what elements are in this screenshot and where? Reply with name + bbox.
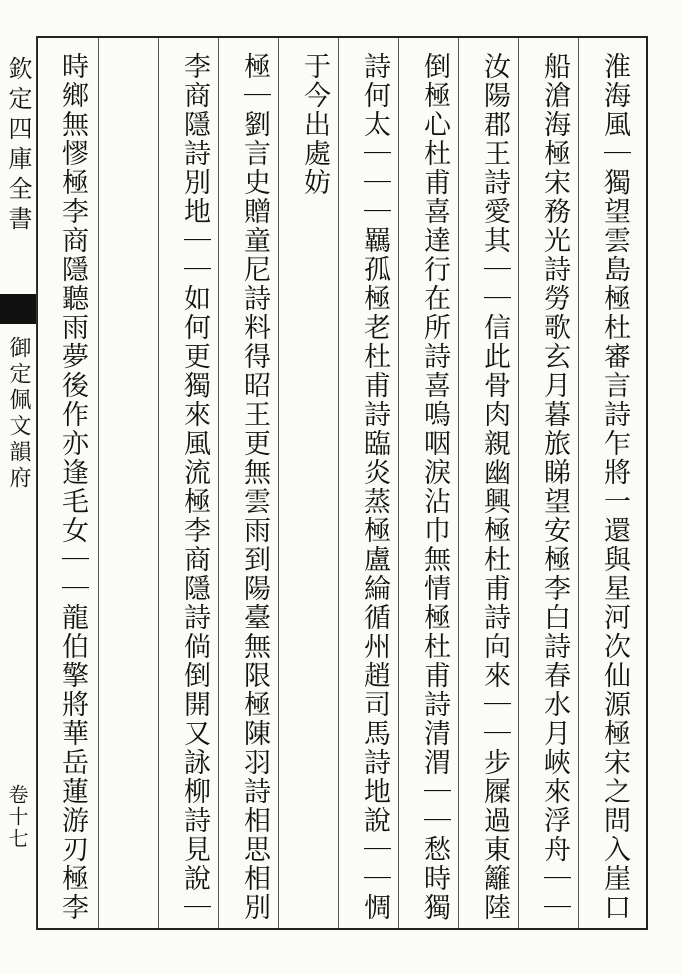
- text-column-9: 時鄉無憀極李商隱聽雨夢後作亦逢毛女｜｜龍伯擎將華岳蓮游刃極李: [57, 52, 88, 922]
- margin-banner: [0, 36, 37, 930]
- column-divider: [158, 38, 159, 928]
- text-column-1: 淮海風｜獨望雲島極杜審言詩乍將一還與星河次仙源極宋之問入崖口: [599, 52, 630, 922]
- column-divider: [98, 38, 99, 928]
- banner-book-title: 御定佩文韻府: [6, 336, 31, 492]
- text-column-2: 船滄海極宋務光詩勞歌玄月暮旅睇望安極李白詩春水月峽來浮舟｜｜: [539, 52, 570, 922]
- text-column-5: 詩何太｜｜｜羈孤極老杜甫詩臨炎蒸極盧綸循州趙司馬詩地說｜｜惆: [359, 52, 390, 922]
- text-column-3: 汝陽郡王詩愛其｜｜信此骨肉親幽興極杜甫詩向來｜｜步屧過東籬陸: [479, 52, 510, 922]
- frame-top-line: [36, 36, 648, 38]
- text-column-8: 李商隱詩別地｜｜如何更獨來風流極李商隱詩倘倒開又詠柳詩見說｜: [179, 52, 210, 922]
- frame-right-line: [646, 36, 648, 930]
- text-column-6: 于今出處妨: [299, 52, 330, 197]
- frame-bottom-line: [36, 928, 648, 930]
- banner-folio: 卷十七: [5, 784, 29, 850]
- text-column-4: 倒極心杜甫喜達行在所詩喜嗚咽淚沾巾無情極杜甫詩清渭｜｜愁時獨: [419, 52, 450, 922]
- banner-collection-title: 欽定四庫全書: [4, 56, 32, 236]
- text-column-7: 極｜劉言史贈童尼詩料得昭王更無雲雨到陽臺無限極陳羽詩相思相別: [239, 52, 270, 922]
- banner-black-bar: [0, 294, 36, 324]
